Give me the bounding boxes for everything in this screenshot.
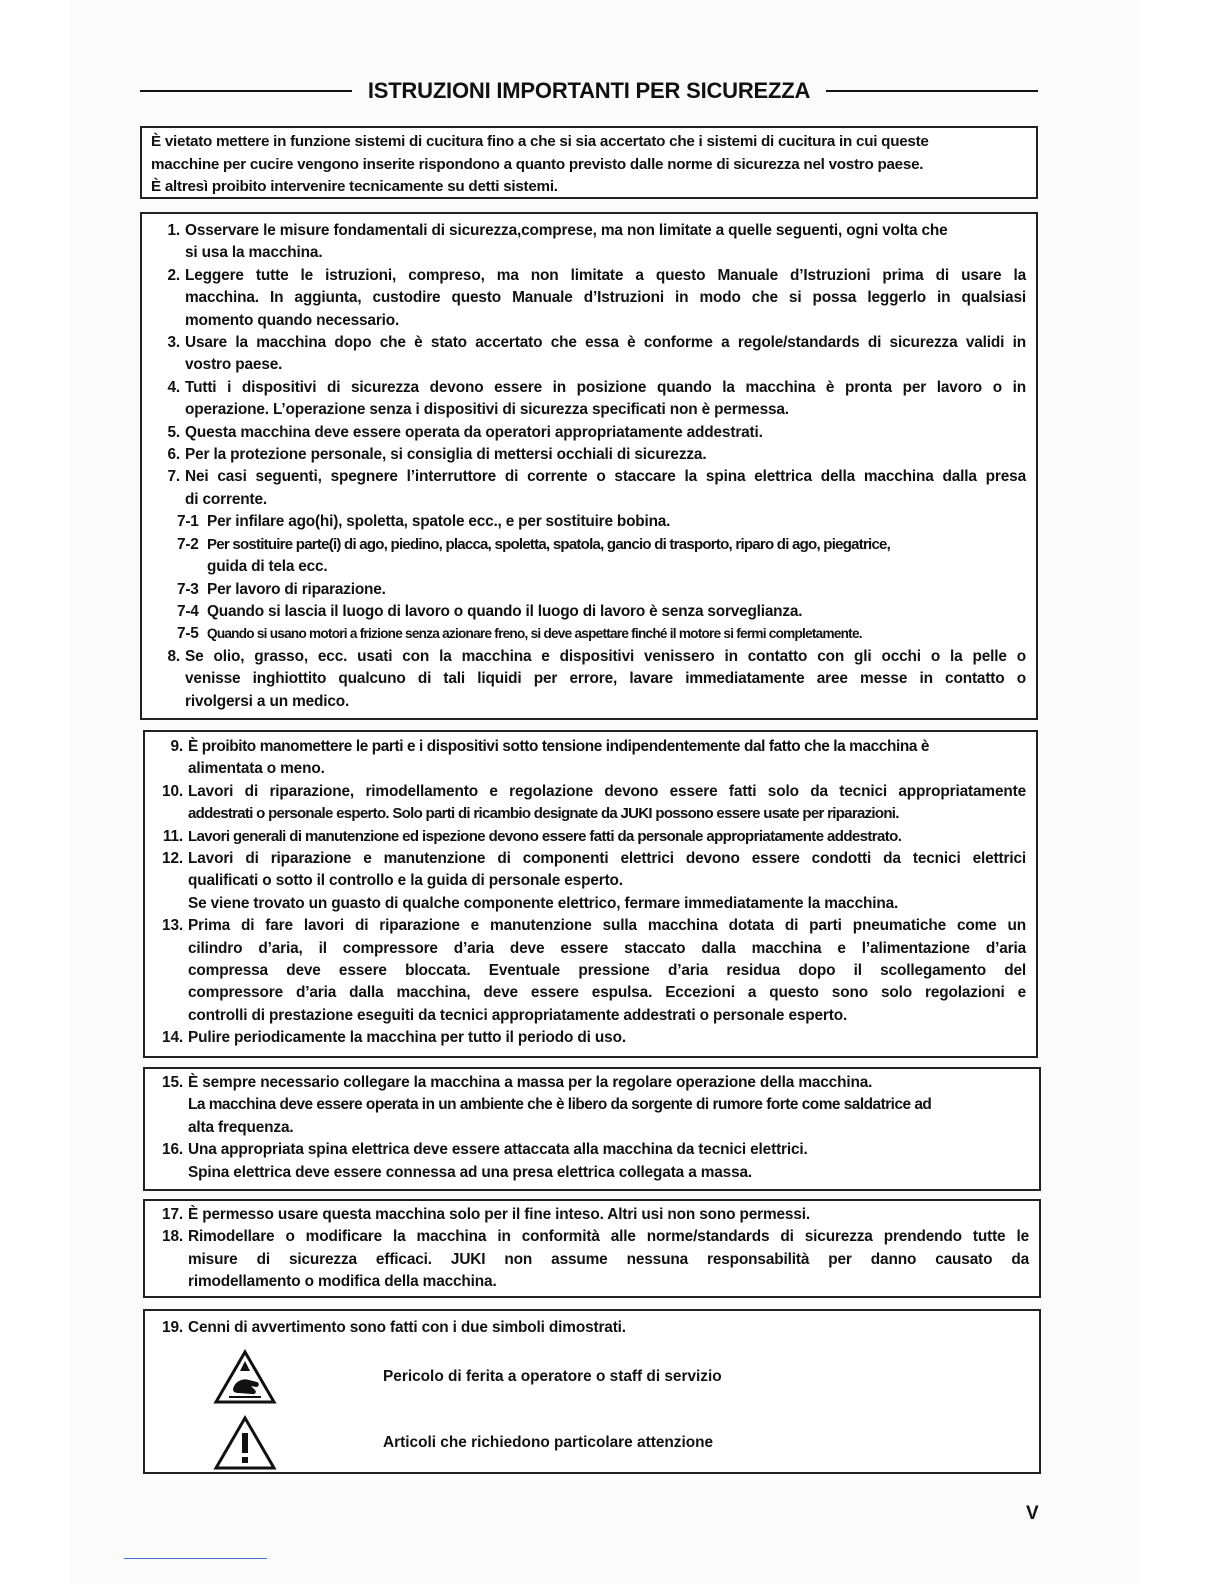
item-text: Una appropriata spina elettrica deve essere attaccata alla macchina da tecnici elettrici.	[188, 1141, 808, 1159]
item-text: È proibito manomettere le parti e i dispositivi sotto tensione indipendentemente dal fatto che la macchina è	[188, 738, 930, 755]
item-number: 12.	[162, 850, 183, 868]
item-text: vostro paese.	[185, 356, 283, 374]
safety-item-13	[155, 915, 1026, 1027]
safety-item-5	[152, 422, 1026, 444]
item-text: Cenni di avvertimento sono fatti con i due simboli dimostrati.	[188, 1319, 626, 1336]
item-text: cilindro d’aria, il compressore d’aria deve essere staccato dalla macchina e l’alimentazione d’aria	[188, 939, 1026, 957]
item-text: Pulire periodicamente la macchina per tutto il periodo di uso.	[188, 1029, 626, 1047]
safety-item-8	[152, 646, 1026, 713]
page-number: V	[1026, 1503, 1039, 1524]
safety-item-15	[155, 1072, 1029, 1139]
subitem-text: Quando si usano motori a frizione senza azionare freno, si deve aspettare finché il motore si fermi completamente.	[207, 626, 862, 642]
notice-line: È vietato mettere in funzione sistemi di cucitura fino a che si sia accertato che i sistemi di cucitura in cui queste	[151, 133, 929, 150]
item-number: 17.	[162, 1206, 183, 1223]
subitem-text: Quando si lascia il luogo di lavoro o quando il luogo di lavoro è senza sorveglianza.	[207, 602, 803, 620]
subitem-number: 7-2	[177, 535, 199, 553]
item-text: Rimodellare o modificare la macchina in conformità alle norme/standards di sicurezza prendendo tutte le	[188, 1228, 1029, 1246]
item-number: 7.	[167, 468, 180, 486]
item-text: Tutti i dispositivi di sicurezza devono essere in posizione quando la macchina è pronta per lavoro o in	[185, 378, 1026, 396]
notice-line: È altresì proibito intervenire tecnicamente su detti sistemi.	[151, 178, 558, 195]
item-text: Prima di fare lavori di riparazione e manutenzione sulla macchina dotata di parti pneumatiche come un	[188, 917, 1026, 935]
item-text: operazione. L’operazione senza i dispositivi di sicurezza specificati non è permessa.	[185, 401, 789, 419]
subitem-text: Per sostituire parte(i) di ago, piedino, placca, spoletta, spatola, gancio di trasporto, riparo di ago, piegatrice,	[207, 535, 891, 553]
safety-item-12	[155, 848, 1026, 915]
symbol-label-caution: Articoli che richiedono particolare attenzione	[383, 1434, 714, 1452]
item-number: 3.	[167, 334, 180, 352]
item-text: È sempre necessario collegare la macchina a massa per la regolare operazione della macchina.	[188, 1074, 873, 1091]
item-text: Usare la macchina dopo che è stato accertato che essa è conforme a regole/standards di sicurezza validi in	[185, 334, 1026, 352]
title-rule-right	[826, 90, 1038, 92]
item-number: 9.	[170, 738, 183, 755]
title-rule-left	[140, 90, 352, 92]
notice-line: macchine per cucire vengono inserite rispondono a quanto previsto dalle norme di sicurezza nel vostro paese.	[151, 155, 924, 173]
safety-item-1	[152, 220, 1026, 265]
page-title: ISTRUZIONI IMPORTANTI PER SICUREZZA	[367, 78, 811, 103]
item-text: La macchina deve essere operata in un ambiente che è libero da sorgente di rumore forte come saldatrice ad	[188, 1096, 932, 1114]
item-text: misure di sicurezza efficaci. JUKI non assume nessuna responsabilità per danno causato da	[188, 1250, 1029, 1268]
item-text: di corrente.	[185, 490, 268, 508]
symbol-row-caution	[155, 1415, 1029, 1471]
item-text: Osservare le misure fondamentali di sicurezza,comprese, ma non limitate a quelle seguenti, ogni volta che	[185, 222, 948, 239]
item-text: controlli di prestazione eseguiti da tecnici appropriatamente addestrati o personale esperto.	[188, 1006, 848, 1024]
item-text: qualificati o sotto il controllo e la guida di personale esperto.	[188, 872, 623, 890]
safety-subitem-7-3	[152, 579, 1026, 601]
item-text: Se viene trovato un guasto di qualche componente elettrico, fermare immediatamente la macchina.	[188, 894, 899, 912]
subitem-text: guida di tela ecc.	[207, 558, 328, 576]
footer-rule	[124, 1558, 267, 1559]
item-text: alta frequenza.	[188, 1118, 294, 1136]
symbol-label-danger: Pericolo di ferita a operatore o staff di servizio	[383, 1368, 722, 1386]
safety-box-usage	[143, 1199, 1041, 1298]
safety-box-maintenance	[143, 730, 1038, 1058]
item-text: alimentata o meno.	[188, 760, 325, 778]
item-number: 6.	[167, 446, 180, 464]
title-row	[140, 74, 1038, 108]
item-text: macchina. In aggiunta, custodire questo Manuale d’Istruzioni in modo che si possa leggerlo in qualsiasi	[185, 289, 1026, 307]
item-text: È permesso usare questa macchina solo per il fine inteso. Altri usi non sono permessi.	[188, 1206, 811, 1223]
item-number: 11.	[162, 827, 183, 845]
hand-injury-warning-icon	[213, 1349, 277, 1405]
item-text: rimodellamento o modifica della macchina.	[188, 1273, 497, 1291]
safety-item-3	[152, 332, 1026, 377]
exclamation-warning-icon	[213, 1415, 277, 1471]
item-number: 10.	[162, 782, 183, 800]
item-text: compressa deve essere bloccata. Eventuale pressione d’aria residua dopo il scollegamento del	[188, 962, 1026, 980]
safety-subitem-7-2	[152, 534, 1026, 579]
item-text: Se olio, grasso, ecc. usati con la macchina e dispositivi venissero in contatto con gli occhi o la pelle o	[185, 647, 1026, 665]
safety-box-general	[140, 212, 1038, 720]
item-text: Spina elettrica deve essere connessa ad una presa elettrica collegata a massa.	[188, 1163, 753, 1181]
item-number: 1.	[167, 222, 180, 239]
safety-item-9	[155, 736, 1026, 781]
item-text: Leggere tutte le istruzioni, compreso, ma non limitate a questo Manuale d’Istruzioni prima di usare la	[185, 266, 1026, 284]
item-number: 2.	[167, 266, 180, 284]
item-number: 18.	[162, 1228, 183, 1246]
item-number: 14.	[162, 1029, 183, 1047]
item-text: momento quando necessario.	[185, 311, 400, 329]
item-text: si usa la macchina.	[185, 244, 323, 262]
safety-subitem-7-5	[152, 623, 1026, 645]
safety-item-19	[155, 1317, 1029, 1339]
subitem-text: Per lavoro di riparazione.	[207, 580, 386, 598]
symbol-row-danger	[155, 1349, 1029, 1405]
safety-item-17	[155, 1204, 1029, 1226]
safety-item-11	[155, 826, 1026, 848]
safety-item-18	[155, 1226, 1029, 1293]
item-text: Per la protezione personale, si consiglia di mettersi occhiali di sicurezza.	[185, 446, 707, 464]
safety-subitem-7-4	[152, 601, 1026, 623]
item-number: 5.	[167, 423, 180, 441]
subitem-number: 7-5	[177, 625, 199, 643]
item-text: Lavori di riparazione e manutenzione di componenti elettrici devono essere condotti da tecnici elettrici	[188, 850, 1026, 868]
item-text: Lavori di riparazione, rimodellamento e regolazione devono essere fatti solo da tecnici appropriatamente	[188, 782, 1026, 800]
item-number: 16.	[162, 1141, 183, 1159]
subitem-number: 7-3	[177, 580, 199, 598]
safety-item-2	[152, 265, 1026, 332]
subitem-number: 7-1	[177, 513, 199, 531]
item-number: 8.	[167, 647, 180, 665]
safety-item-10	[155, 781, 1026, 826]
safety-item-6	[152, 444, 1026, 466]
subitem-number: 7-4	[177, 602, 199, 620]
safety-box-electrical	[143, 1067, 1041, 1191]
safety-item-14	[155, 1027, 1026, 1049]
safety-item-4	[152, 377, 1026, 422]
item-text: addestrati o personale esperto. Solo parti di ricambio designate da JUKI possono essere usate per riparazioni.	[188, 805, 899, 823]
item-text: Questa macchina deve essere operata da operatori appropriatamente addestrati.	[185, 423, 763, 441]
item-number: 4.	[167, 378, 180, 396]
safety-item-16	[155, 1139, 1029, 1184]
item-text: rivolgersi a un medico.	[185, 692, 350, 710]
safety-item-7	[152, 466, 1026, 511]
subitem-text: Per infilare ago(hi), spoletta, spatole ecc., e per sostituire bobina.	[207, 513, 671, 531]
safety-subitem-7-1	[152, 511, 1026, 533]
item-number: 15.	[162, 1074, 183, 1091]
item-text: compressore d’aria dalla macchina, deve essere espulsa. Eccezioni a questo sono solo regolazioni e	[188, 984, 1026, 1002]
item-number: 13.	[162, 917, 183, 935]
notice-box	[140, 126, 1038, 199]
item-text: venisse inghiottito qualcuno di tali liquidi per errore, lavare immediatamente aree messe in contatto o	[185, 670, 1026, 688]
item-text: Lavori generali di manutenzione ed ispezione devono essere fatti da personale appropriatamente addestrato.	[188, 827, 902, 845]
item-number: 19.	[162, 1319, 183, 1336]
safety-box-symbols	[143, 1309, 1041, 1474]
item-text: Nei casi seguenti, spegnere l’interruttore di corrente o staccare la spina elettrica della macchina dalla presa	[185, 468, 1026, 486]
